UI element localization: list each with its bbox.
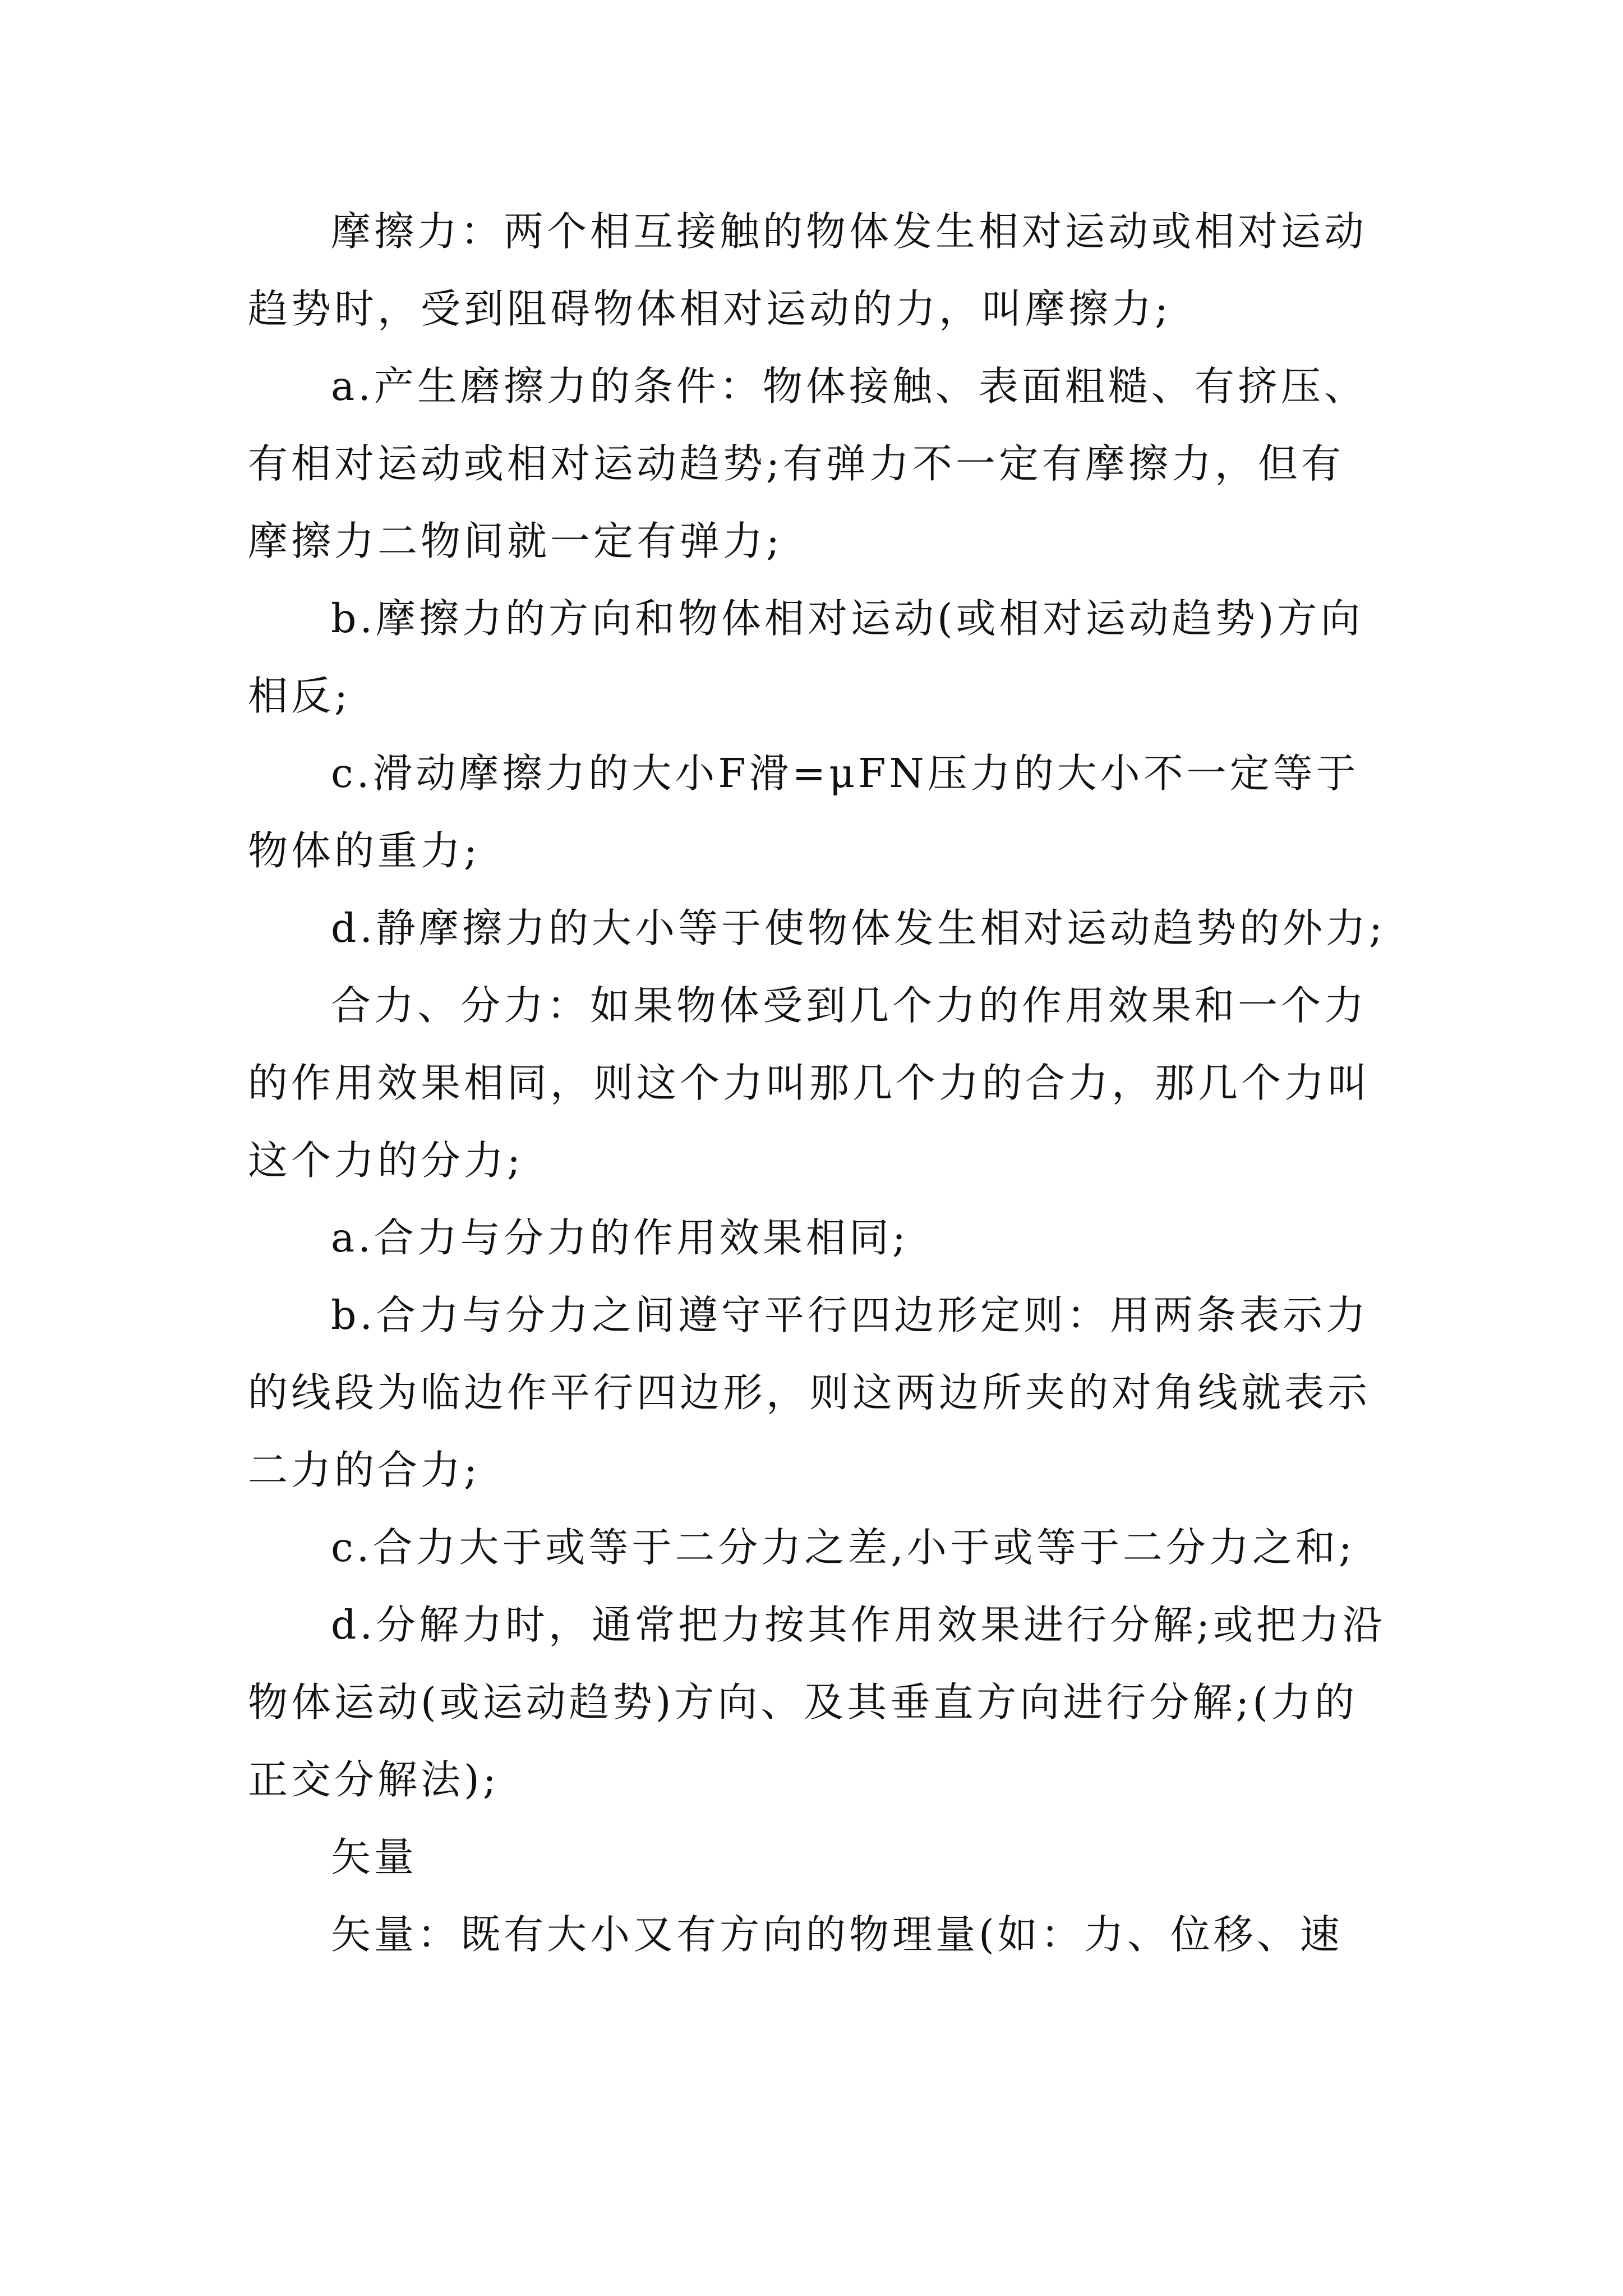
section-heading-vector: 矢量 <box>331 1834 418 1880</box>
document-body <box>248 193 1386 1973</box>
paragraph-resultant-range: c.合力大于或等于二分力之差,小于或等于二分力之和; <box>331 1524 1355 1571</box>
paragraph-friction-conditions: a.产生磨擦力的条件：物体接触、表面粗糙、有挤压、有相对运动或相对运动趋势;有弹力不一定有摩擦力，但有摩擦力二物间就一定有弹力; <box>248 363 1367 564</box>
paragraph-friction-direction: b.摩擦力的方向和物体相对运动(或相对运动趋势)方向相反; <box>248 595 1364 719</box>
paragraph-static-friction: d.静摩擦力的大小等于使物体发生相对运动趋势的外力; <box>331 905 1386 951</box>
paragraph-resultant-force-definition: 合力、分力：如果物体受到几个力的作用效果和一个力的作用效果相同，则这个力叫那几个力的合力，那几个力叫这个力的分力; <box>248 982 1371 1184</box>
paragraph-force-decomposition: d.分解力时，通常把力按其作用效果进行分解;或把力沿物体运动(或运动趋势)方向、及其垂直方向进行分解;(力的正交分解法); <box>248 1602 1386 1803</box>
paragraph-sliding-friction: c.滑动摩擦力的大小F滑=μFN压力的大小不一定等于物体的重力; <box>248 750 1359 874</box>
paragraph-friction-definition: 摩擦力：两个相互接触的物体发生相对运动或相对运动趋势时，受到阻碍物体相对运动的力，叫摩擦力; <box>248 208 1368 332</box>
paragraph-parallelogram-rule: b.合力与分力之间遵守平行四边形定则：用两条表示力的线段为临边作平行四边形，则这两边所夹的对角线就表示二力的合力; <box>248 1292 1371 1493</box>
paragraph-resultant-effect: a.合力与分力的作用效果相同; <box>331 1214 909 1261</box>
paragraph-vector-definition: 矢量：既有大小又有方向的物理量(如：力、位移、速 <box>331 1911 1343 1958</box>
